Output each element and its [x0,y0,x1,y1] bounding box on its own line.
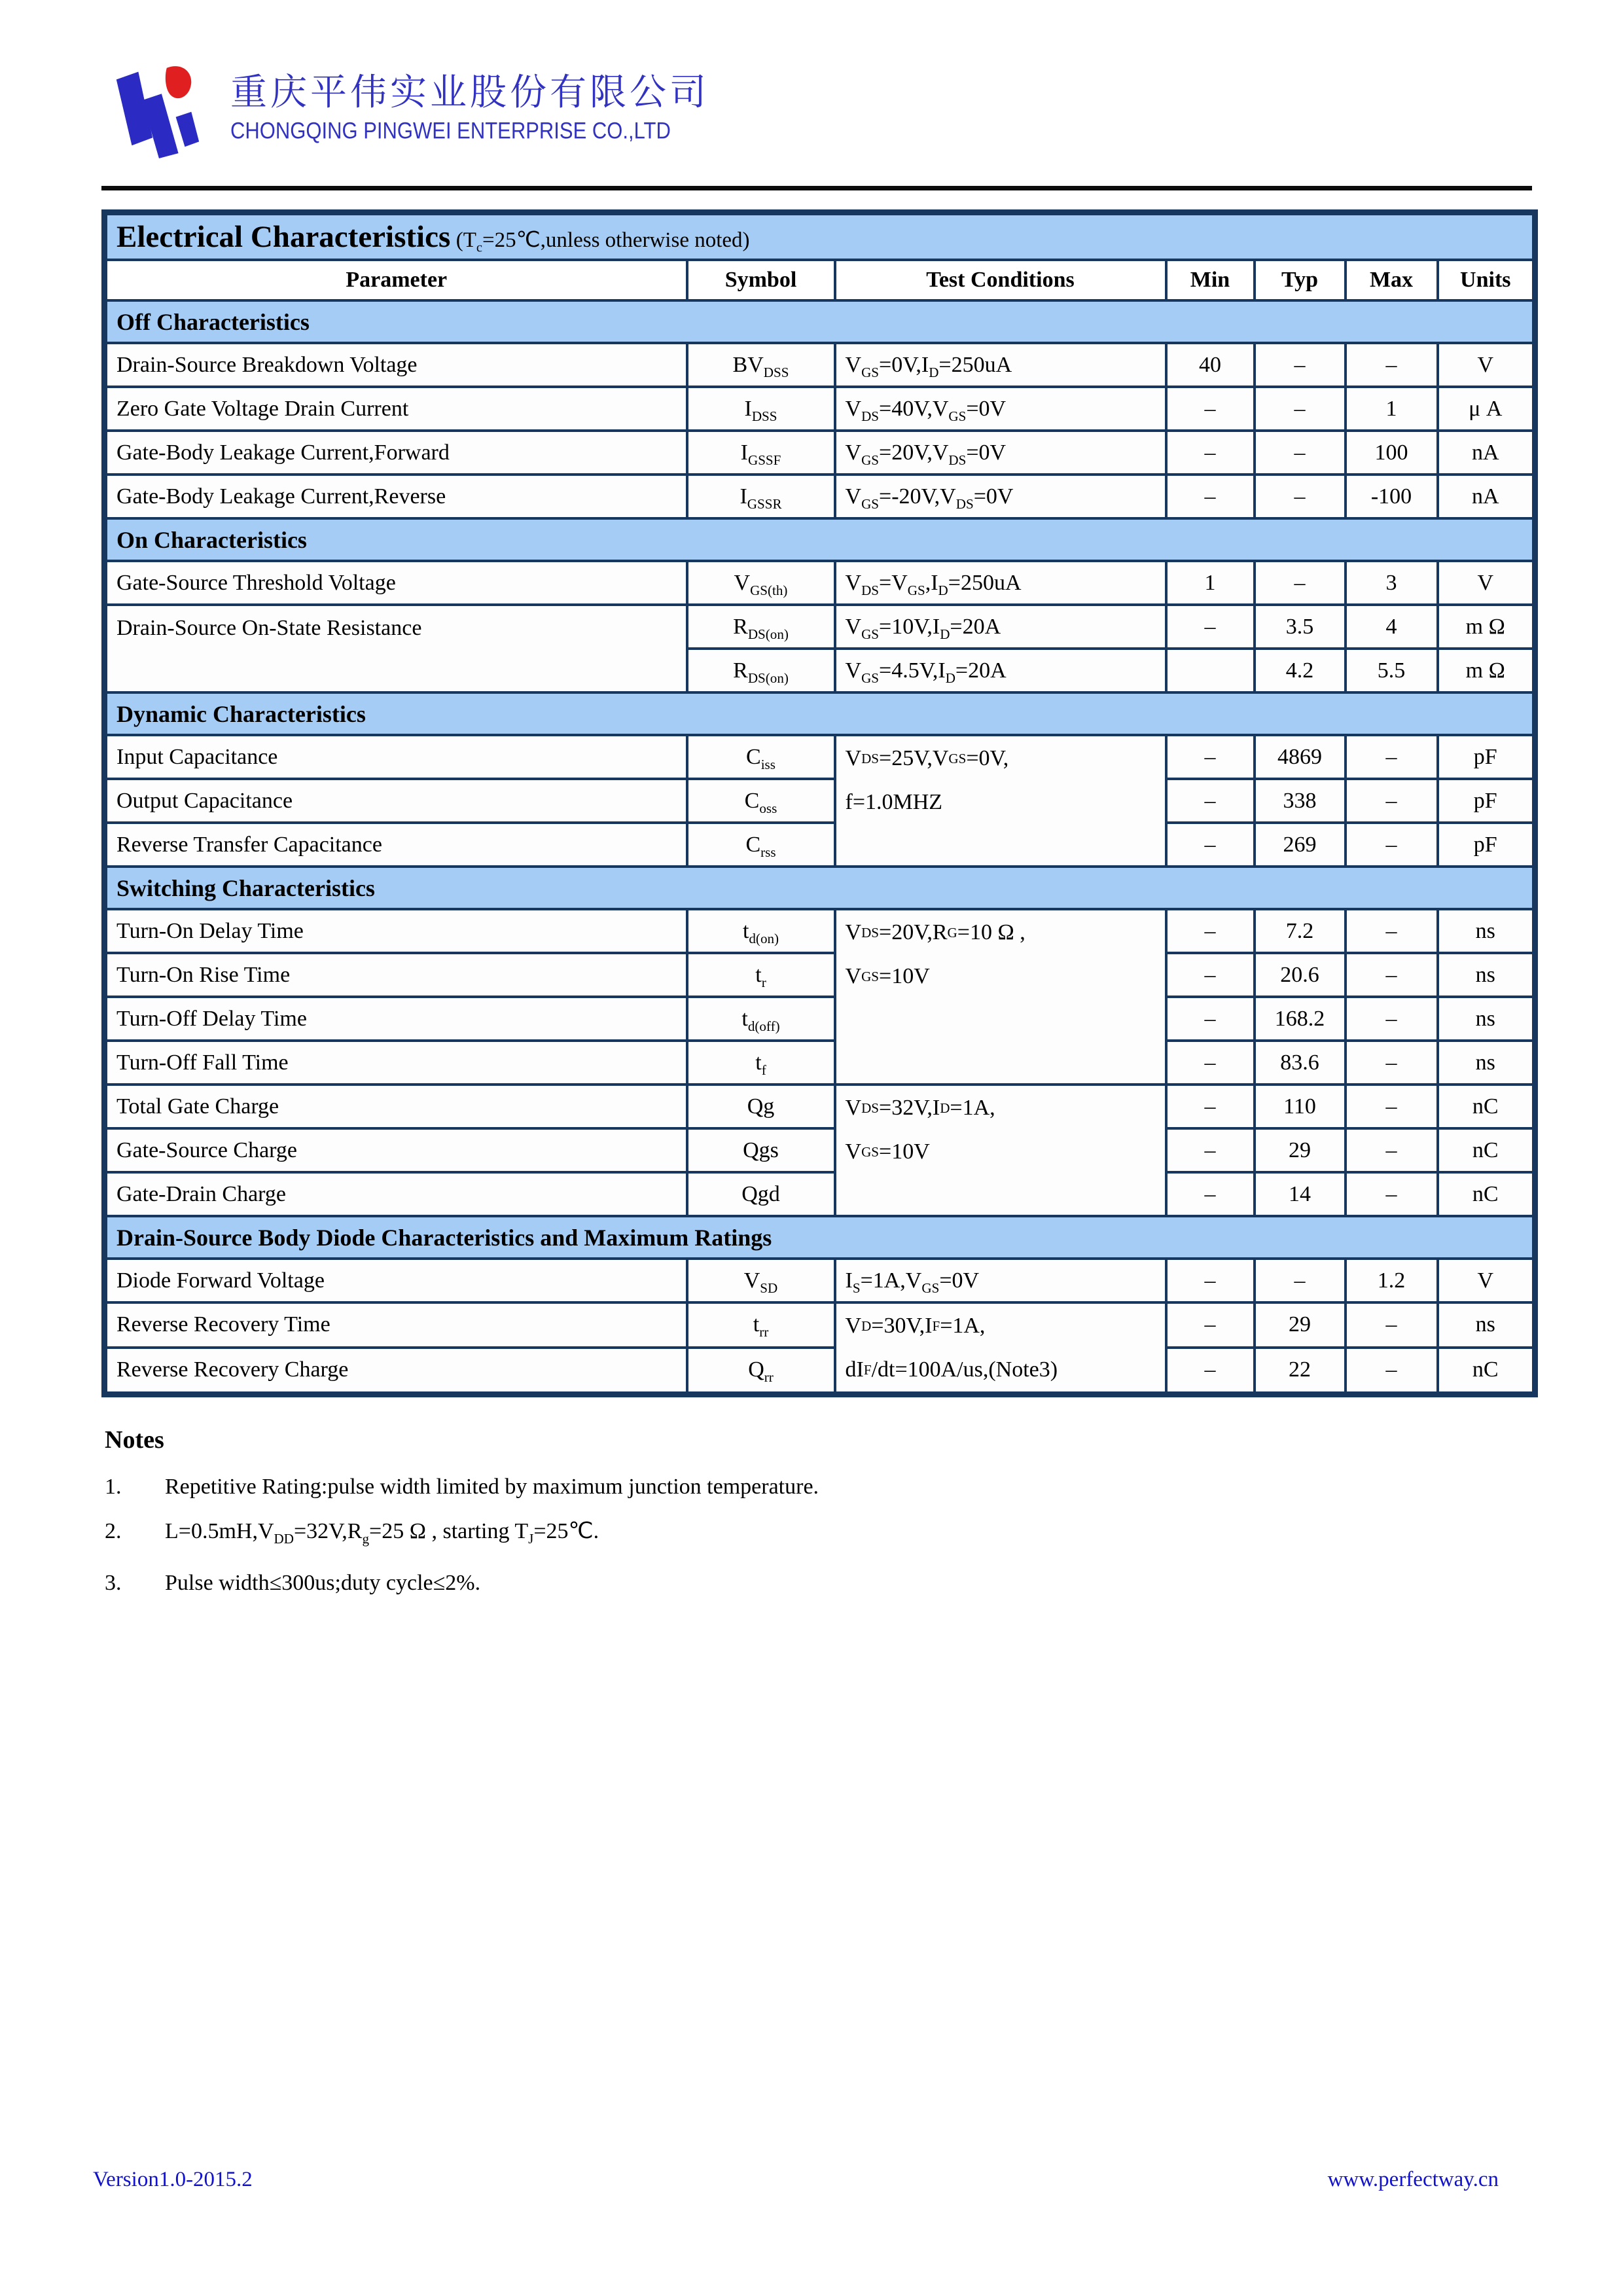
typ-cell: 20.6 [1255,953,1346,997]
parameter-cell: Gate-Body Leakage Current,Forward [105,431,687,475]
parameter-cell: Turn-Off Fall Time [105,1041,687,1085]
conditions-cell: V DS =32V,I D =1A, V GS =10V [835,1085,1166,1216]
symbol-cell: $R_{DS(on)}$ [687,605,835,649]
min-cell: – [1166,953,1255,997]
parameter-cell: Gate-Source Threshold Voltage [105,561,687,605]
units-cell: nA [1438,475,1535,518]
typ-cell: 3.5 [1255,605,1346,649]
min-cell: – [1166,735,1255,779]
max-cell: – [1346,735,1438,779]
typ-cell: 29 [1255,1302,1346,1348]
min-cell: 40 [1166,343,1255,387]
units-cell: pF [1438,823,1535,867]
max-cell: 3 [1346,561,1438,605]
symbol-cell: Qgs [687,1128,835,1172]
symbol-cell: $I_{GSSF}$ [687,431,835,475]
units-cell: ns [1438,997,1535,1041]
typ-cell: 4.2 [1255,649,1346,692]
conditions-cell: $V_{GS}=10V,I_D=20A$ [835,605,1166,649]
units-cell: nC [1438,1348,1535,1395]
symbol-cell: $I_{GSSR}$ [687,475,835,518]
symbol-cell: $t_{d(off)}$ [687,997,835,1041]
min-cell: – [1166,387,1255,431]
conditions-cell: $V_{GS}=-20V,V_{DS}=0V$ [835,475,1166,518]
typ-cell: 29 [1255,1128,1346,1172]
table-row [105,475,1535,518]
parameter-cell: Total Gate Charge [105,1085,687,1128]
footer-website: www.perfectway.cn [1327,2168,1499,2191]
symbol-cell: $t_r$ [687,953,835,997]
table-row [105,909,1535,953]
typ-cell: 269 [1255,823,1346,867]
min-cell: – [1166,909,1255,953]
max-cell: – [1346,953,1438,997]
typ-cell: 4869 [1255,735,1346,779]
column-header: Units [1438,260,1535,300]
max-cell: 4 [1346,605,1438,649]
units-cell: nC [1438,1085,1535,1128]
symbol-cell: $C_{iss}$ [687,735,835,779]
column-header: Symbol [687,260,835,300]
max-cell: – [1346,1128,1438,1172]
company-logo-icon [105,55,208,158]
min-cell: – [1166,605,1255,649]
min-cell: – [1166,475,1255,518]
symbol-cell: $V_{GS(th)}$ [687,561,835,605]
column-header: Parameter [105,260,687,300]
footer-version: Version1.0-2015.2 [93,2168,253,2191]
parameter-cell: Drain-Source Breakdown Voltage [105,343,687,387]
table-title [105,213,1535,260]
notes-section [105,1426,1531,1615]
min-cell: – [1166,1348,1255,1395]
table-row [105,1259,1535,1302]
conditions-cell: V DS =20V,R G =10 Ω , V GS =10V [835,909,1166,1085]
note-text: Repetitive Rating:pulse width limited by maximum junction temperature. [165,1475,819,1499]
column-header: Max [1346,260,1438,300]
max-cell: – [1346,343,1438,387]
table-row [105,431,1535,475]
units-cell: m Ω [1438,605,1535,649]
min-cell: – [1166,1085,1255,1128]
note-item [105,1518,1531,1552]
column-header: Typ [1255,260,1346,300]
max-cell: – [1346,823,1438,867]
min-cell: – [1166,1302,1255,1348]
symbol-cell: $V_{SD}$ [687,1259,835,1302]
max-cell: 100 [1346,431,1438,475]
max-cell: 1.2 [1346,1259,1438,1302]
conditions-cell: $V_{GS}=0V,I_D=250uA$ [835,343,1166,387]
section-header: Switching Characteristics [105,867,1535,909]
parameter-cell: Reverse Recovery Time [105,1302,687,1348]
notes-title: Notes [105,1426,164,1454]
conditions-cell: V DS =25V,V GS =0V, f=1.0MHZ [835,735,1166,867]
conditions-cell: V D =30V,I F =1A, dI F /dt=100A/us,(Note3) [835,1302,1166,1395]
parameter-cell: Reverse Transfer Capacitance [105,823,687,867]
table-row [105,953,1535,997]
parameter-cell: Reverse Recovery Charge [105,1348,687,1395]
typ-cell: 338 [1255,779,1346,823]
symbol-cell: $C_{rss}$ [687,823,835,867]
parameter-cell: Gate-Source Charge [105,1128,687,1172]
parameter-cell: Diode Forward Voltage [105,1259,687,1302]
max-cell: – [1346,1041,1438,1085]
table-title-note: ($T_c=25℃,unless$ otherwise noted) [455,228,750,255]
max-cell: 5.5 [1346,649,1438,692]
max-cell: – [1346,1085,1438,1128]
parameter-cell: Turn-On Delay Time [105,909,687,953]
units-cell: nC [1438,1172,1535,1216]
table-row [105,735,1535,779]
table-row [105,1041,1535,1085]
note-number: 1. [105,1475,122,1499]
max-cell: – [1346,1348,1438,1395]
parameter-cell: Output Capacitance [105,779,687,823]
units-cell: nA [1438,431,1535,475]
table-row [105,1172,1535,1216]
units-cell: ns [1438,909,1535,953]
table-row [105,1128,1535,1172]
parameter-cell: Drain-Source On-State Resistance [105,605,687,692]
units-cell: V [1438,343,1535,387]
min-cell: – [1166,1041,1255,1085]
max-cell: – [1346,1172,1438,1216]
company-name-cn: 重庆平伟实业股份有限公司 [230,71,709,114]
max-cell: – [1346,1302,1438,1348]
note-number: 3. [105,1570,122,1595]
typ-cell: – [1255,561,1346,605]
typ-cell: 83.6 [1255,1041,1346,1085]
company-name-en: CHONGQING PINGWEI ENTERPRISE CO.,LTD [230,117,671,144]
units-cell: pF [1438,735,1535,779]
units-cell: m Ω [1438,649,1535,692]
note-text: $L=0.5mH,V_{DD}=32V,R_g=25$ Ω , starting $T_J=25℃$. [165,1519,599,1547]
parameter-cell: Turn-On Rise Time [105,953,687,997]
symbol-cell: $R_{DS(on)}$ [687,649,835,692]
typ-cell: 14 [1255,1172,1346,1216]
min-cell: – [1166,431,1255,475]
typ-cell: 110 [1255,1085,1346,1128]
units-cell: ns [1438,1302,1535,1348]
column-header: Test Conditions [835,260,1166,300]
min-cell: – [1166,1172,1255,1216]
note-text: Pulse width≤300us;duty cycle≤2%. [165,1570,481,1595]
parameter-cell: Turn-Off Delay Time [105,997,687,1041]
typ-cell: – [1255,387,1346,431]
note-item [105,1570,1531,1596]
typ-cell: 22 [1255,1348,1346,1395]
max-cell: 1 [1346,387,1438,431]
units-cell: V [1438,1259,1535,1302]
typ-cell: – [1255,343,1346,387]
table-row [105,605,1535,649]
symbol-cell: $I_{DSS}$ [687,387,835,431]
conditions-cell: $I_S=1A,V_{GS}=0V$ [835,1259,1166,1302]
notes-list [105,1474,1531,1596]
column-header: Min [1166,260,1255,300]
typ-cell: – [1255,475,1346,518]
company-name-block [230,71,709,144]
parameter-cell: Gate-Drain Charge [105,1172,687,1216]
symbol-cell: $t_{d(on)}$ [687,909,835,953]
symbol-cell: $t_{rr}$ [687,1302,835,1348]
section-header: Off Characteristics [105,300,1535,343]
symbol-cell: $C_{oss}$ [687,779,835,823]
parameter-cell: Input Capacitance [105,735,687,779]
typ-cell: – [1255,431,1346,475]
units-cell: nC [1438,1128,1535,1172]
min-cell: – [1166,779,1255,823]
symbol-cell: Qgd [687,1172,835,1216]
units-cell: V [1438,561,1535,605]
symbol-cell: $BV_{DSS}$ [687,343,835,387]
header-divider [101,186,1532,190]
units-cell: pF [1438,779,1535,823]
table-row [105,561,1535,605]
section-header: On Characteristics [105,518,1535,561]
conditions-cell: $V_{GS}=20V,V_{DS}=0V$ [835,431,1166,475]
conditions-cell: $V_{GS}=4.5V,I_D=20A$ [835,649,1166,692]
table-row [105,997,1535,1041]
table-row [105,1085,1535,1128]
table-row [105,1302,1535,1348]
table-row [105,823,1535,867]
typ-cell: 168.2 [1255,997,1346,1041]
min-cell: 1 [1166,561,1255,605]
min-cell: – [1166,1128,1255,1172]
note-number: 2. [105,1519,122,1543]
max-cell: – [1346,997,1438,1041]
table-row [105,779,1535,823]
max-cell: – [1346,779,1438,823]
note-item [105,1474,1531,1500]
min-cell: – [1166,823,1255,867]
conditions-cell: $V_{DS}=V_{GS},I_D=250uA$ [835,561,1166,605]
conditions-cell: $V_{DS}=40V,V_{GS}=0V$ [835,387,1166,431]
max-cell: -100 [1346,475,1438,518]
parameter-cell: Gate-Body Leakage Current,Reverse [105,475,687,518]
table-title-main: Electrical Characteristics [116,220,451,254]
symbol-cell: Qg [687,1085,835,1128]
table-row [105,1348,1535,1395]
table-row [105,387,1535,431]
min-cell [1166,649,1255,692]
symbol-cell: $Q_{rr}$ [687,1348,835,1395]
max-cell: – [1346,909,1438,953]
typ-cell: 7.2 [1255,909,1346,953]
min-cell: – [1166,1259,1255,1302]
units-cell: μ A [1438,387,1535,431]
section-header: Drain-Source Body Diode Characteristics and Maximum Ratings [105,1216,1535,1259]
min-cell: – [1166,997,1255,1041]
units-cell: ns [1438,1041,1535,1085]
typ-cell: – [1255,1259,1346,1302]
section-header: Dynamic Characteristics [105,692,1535,735]
electrical-characteristics-table [101,209,1538,1397]
units-cell: ns [1438,953,1535,997]
parameter-cell: Zero Gate Voltage Drain Current [105,387,687,431]
table-row [105,343,1535,387]
symbol-cell: $t_f$ [687,1041,835,1085]
page-header [105,55,709,158]
